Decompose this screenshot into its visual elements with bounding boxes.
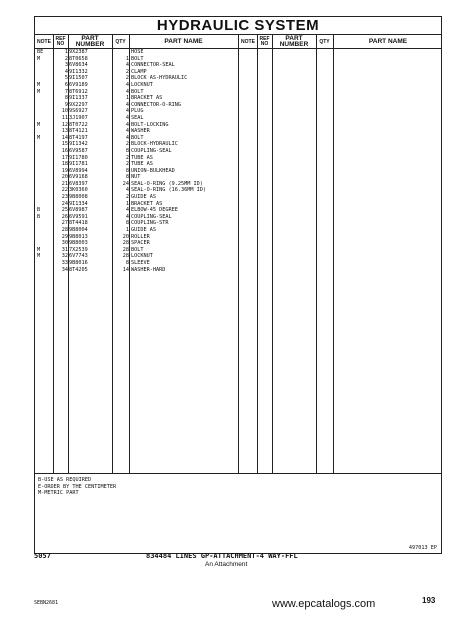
part-number: 6V8987 [69,207,88,214]
ref-number: 24 [61,200,68,207]
part-name: TUBE AS [131,161,153,168]
quantity: 20 [122,233,129,240]
ref-number: 1 [64,49,68,55]
part-number: 9X2297 [69,101,88,108]
part-note: B [37,213,41,220]
ref-number: 21 [61,180,68,187]
ref-number: 32 [61,253,68,260]
quantity: 4 [125,101,129,108]
document-number: SEBN2681 [34,600,59,606]
part-number: 9S6927 [69,108,88,115]
group-subtitle: An Attachment [205,561,248,568]
part-name: BLOCK-HYDRAULIC [131,141,178,148]
part-note: B [37,207,41,214]
part-number: 9I1334 [69,200,88,207]
section-title: HYDRAULIC SYSTEM [35,17,441,35]
part-name: ROLLER [131,233,150,240]
part-name: SPACER [131,240,150,247]
table-row [35,220,238,227]
table-row [35,201,238,208]
part-name: NUT [131,174,141,181]
table-row [35,102,238,109]
column-divider [257,35,258,473]
part-note: M [37,88,41,95]
part-number: 6V7743 [69,253,88,260]
part-number: 9I1332 [69,68,88,75]
ref-number: 12 [61,121,68,128]
quantity: 4 [125,213,129,220]
ref-number: 16 [61,147,68,154]
quantity: 8 [125,260,129,266]
ref-number: 15 [61,141,68,148]
part-number: 8T4418 [69,220,88,227]
table-row [35,122,238,129]
ref-number: 27 [61,220,68,227]
ref-number: 19 [61,167,68,174]
part-number: 9B8003 [69,240,88,247]
table-row [35,128,238,135]
quantity: 8 [125,147,129,154]
part-number: 6V8634 [69,62,88,69]
part-name: PLUG [131,108,144,115]
part-note: BE [37,49,44,55]
part-number: 6V8397 [69,180,88,187]
header-part-name-left: PART NAME [164,38,203,45]
table-row [35,69,238,76]
quantity: 2 [125,75,129,82]
quantity: 4 [125,121,129,128]
quantity: 1 [125,227,129,234]
note-line: B-USE AS REQUIRED [38,477,92,483]
header-qty-left: QTY [115,38,126,45]
note-line: E-ORDER BY THE CENTIMETER [38,483,117,490]
header-ref-right: REF NO [259,36,270,47]
table-row [35,89,238,96]
part-number: 3J1907 [69,114,88,121]
part-number: 6V9591 [69,213,88,220]
column-divider [272,35,273,473]
page-number: 193 [422,596,436,605]
part-number: 9I1342 [69,141,88,148]
watermark-url: www.epcatalogs.com [272,598,376,610]
header-part-name-right: PART NAME [368,38,408,45]
table-row [35,75,238,82]
part-name: BOLT [131,55,144,62]
ref-number: 13 [61,128,68,135]
quantity: 4 [125,88,129,95]
part-number: 9B8004 [69,227,88,234]
table-row [35,234,238,241]
part-number: 8T0722 [69,121,88,128]
part-name: WASHER [131,128,150,135]
table-row [35,82,238,89]
part-name: ELBOW-45 DEGREE [131,207,178,214]
part-name: LOCKNUT [131,253,153,260]
table-row [35,227,238,234]
quantity: 28 [122,240,129,247]
part-number: 9I1337 [69,95,88,102]
header-part-number-right: PART NUMBER [279,35,309,48]
parts-list [35,49,238,273]
quantity: 4 [125,81,129,88]
quantity: 2 [125,68,129,75]
column-divider [316,35,317,473]
ref-number: 8 [64,95,68,102]
quantity: 24 [122,180,129,187]
group-title: 834484 LINES GP-ATTACHMENT-4 WAY-FFL [146,552,298,560]
part-name: CONNECTOR-SEAL [131,62,175,69]
quantity: 4 [125,128,129,135]
quantity: 1 [125,55,129,62]
quantity: 14 [122,266,129,273]
quantity: 28 [122,246,129,253]
part-name: SLEEVE [131,260,150,266]
part-note: M [37,134,41,141]
notes-box [35,473,441,555]
table-row [35,174,238,181]
part-number: 9X2387 [69,49,88,55]
header-part-number-left: PART NUMBER [75,35,105,48]
part-name: BOLT-LOCKING [131,121,169,128]
part-name: SEAL-O-RING (9.25MM ID) [131,180,203,187]
part-name: COUPLING-STR [131,220,169,227]
part-number: 8T0658 [69,55,88,62]
table-row [35,207,238,214]
quantity: 4 [125,108,129,115]
part-number: 9B8008 [69,194,88,201]
quantity: 2 [125,154,129,161]
part-name: GUIDE AS [131,227,156,234]
ref-number: 20 [61,174,68,181]
part-name: BRACKET AS [131,200,163,207]
table-row [35,247,238,254]
table-row [35,253,238,260]
quantity: 4 [125,114,129,121]
table-row [35,161,238,168]
quantity: 4 [125,207,129,214]
table-row [35,141,238,148]
ref-number: 9 [64,101,68,108]
table-row [35,240,238,247]
part-number: 9I1780 [69,154,88,161]
part-name: UNION-BULKHEAD [131,167,175,174]
table-row [35,187,238,194]
ref-number: 31 [61,246,68,253]
quantity: 8 [125,174,129,181]
part-number: 9B8016 [69,260,88,266]
header-qty-right: QTY [319,38,330,45]
ref-number: 2 [64,55,68,62]
ref-number: 23 [61,194,68,201]
part-note: M [37,55,41,62]
table-row [35,135,238,142]
ref-number: 28 [61,227,68,234]
part-number: 9I1507 [69,75,88,82]
header-ref-left: REF NO [55,36,66,47]
part-name: COUPLING-SEAL [131,213,172,220]
part-number: 9I1781 [69,161,88,168]
part-name: BLOCK AS-HYDRAULIC [131,75,188,82]
table-row [35,181,238,188]
part-name: BRACKET AS [131,95,163,102]
ref-number: 14 [61,134,68,141]
part-note: M [37,121,41,128]
column-divider [333,35,334,473]
part-name: WASHER-HARD [131,266,166,273]
table-row [35,115,238,122]
quantity: 1 [125,95,129,102]
quantity: 4 [125,187,129,194]
part-name: HOSE [131,49,144,55]
group-number: 5057 [34,552,51,560]
ref-number: 6 [64,81,68,88]
table-row [35,194,238,201]
ref-number: 26 [61,213,68,220]
quantity: 2 [125,141,129,148]
ref-number: 33 [61,260,68,266]
header-note-right: NOTE [241,38,255,45]
ref-number: 25 [61,207,68,214]
quantity: 28 [122,253,129,260]
part-number: 8T4205 [69,266,88,273]
ref-number: 11 [61,114,68,121]
table-row [35,148,238,155]
ref-number: 10 [61,108,68,115]
table-half-divider [238,35,239,473]
part-number: 6V9189 [69,81,88,88]
part-note: M [37,81,41,88]
table-row [35,56,238,63]
part-name: CLAMP [131,68,147,75]
part-number: 6V9168 [69,174,88,181]
part-name: SEAL-O-RING (16.36MM ID) [131,187,206,194]
table-row [35,214,238,221]
table-row [35,267,238,274]
part-number: 8T6912 [69,88,88,95]
quantity: 4 [125,62,129,69]
table-row [35,260,238,267]
part-name: BOLT [131,88,144,95]
ref-number: 17 [61,154,68,161]
quantity: 2 [125,161,129,168]
quantity: 2 [125,194,129,201]
ref-number: 4 [64,68,68,75]
parts-table-frame [34,16,442,554]
part-name: GUIDE AS [131,194,156,201]
quantity: 1 [125,200,129,207]
table-row [35,95,238,102]
table-row [35,168,238,175]
part-name: SEAL [131,114,144,121]
ref-number: 34 [61,266,68,273]
ref-number: 3 [64,62,68,69]
part-note: M [37,253,41,260]
part-name: LOCKNUT [131,81,153,88]
part-number: 3K0360 [69,187,88,194]
part-number: 8T4121 [69,128,88,135]
part-name: BOLT [131,246,144,253]
quantity: 8 [125,220,129,227]
quantity: 4 [125,134,129,141]
part-note: M [37,246,41,253]
part-name: COUPLING-SEAL [131,147,172,154]
quantity: 8 [125,167,129,174]
part-number: 6V9587 [69,147,88,154]
part-name: CONNECTOR-O-RING [131,101,181,108]
part-number: 8T4197 [69,134,88,141]
reference-code: 497013 EP [408,545,437,551]
part-number: 6V8994 [69,167,88,174]
table-row [35,62,238,69]
table-row [35,49,238,56]
part-number: 7X2539 [69,246,88,253]
part-name: BOLT [131,134,144,141]
header-note-left: NOTE [37,38,51,45]
ref-number: 18 [61,161,68,168]
table-row [35,108,238,115]
ref-number: 7 [64,88,68,95]
ref-number: 22 [61,187,68,194]
part-number: 9B8013 [69,233,88,240]
ref-number: 29 [61,233,68,240]
ref-number: 5 [64,75,68,82]
table-row [35,155,238,162]
part-name: TUBE AS [131,154,153,161]
ref-number: 30 [61,240,68,247]
note-line: M-METRIC PART [38,490,79,497]
